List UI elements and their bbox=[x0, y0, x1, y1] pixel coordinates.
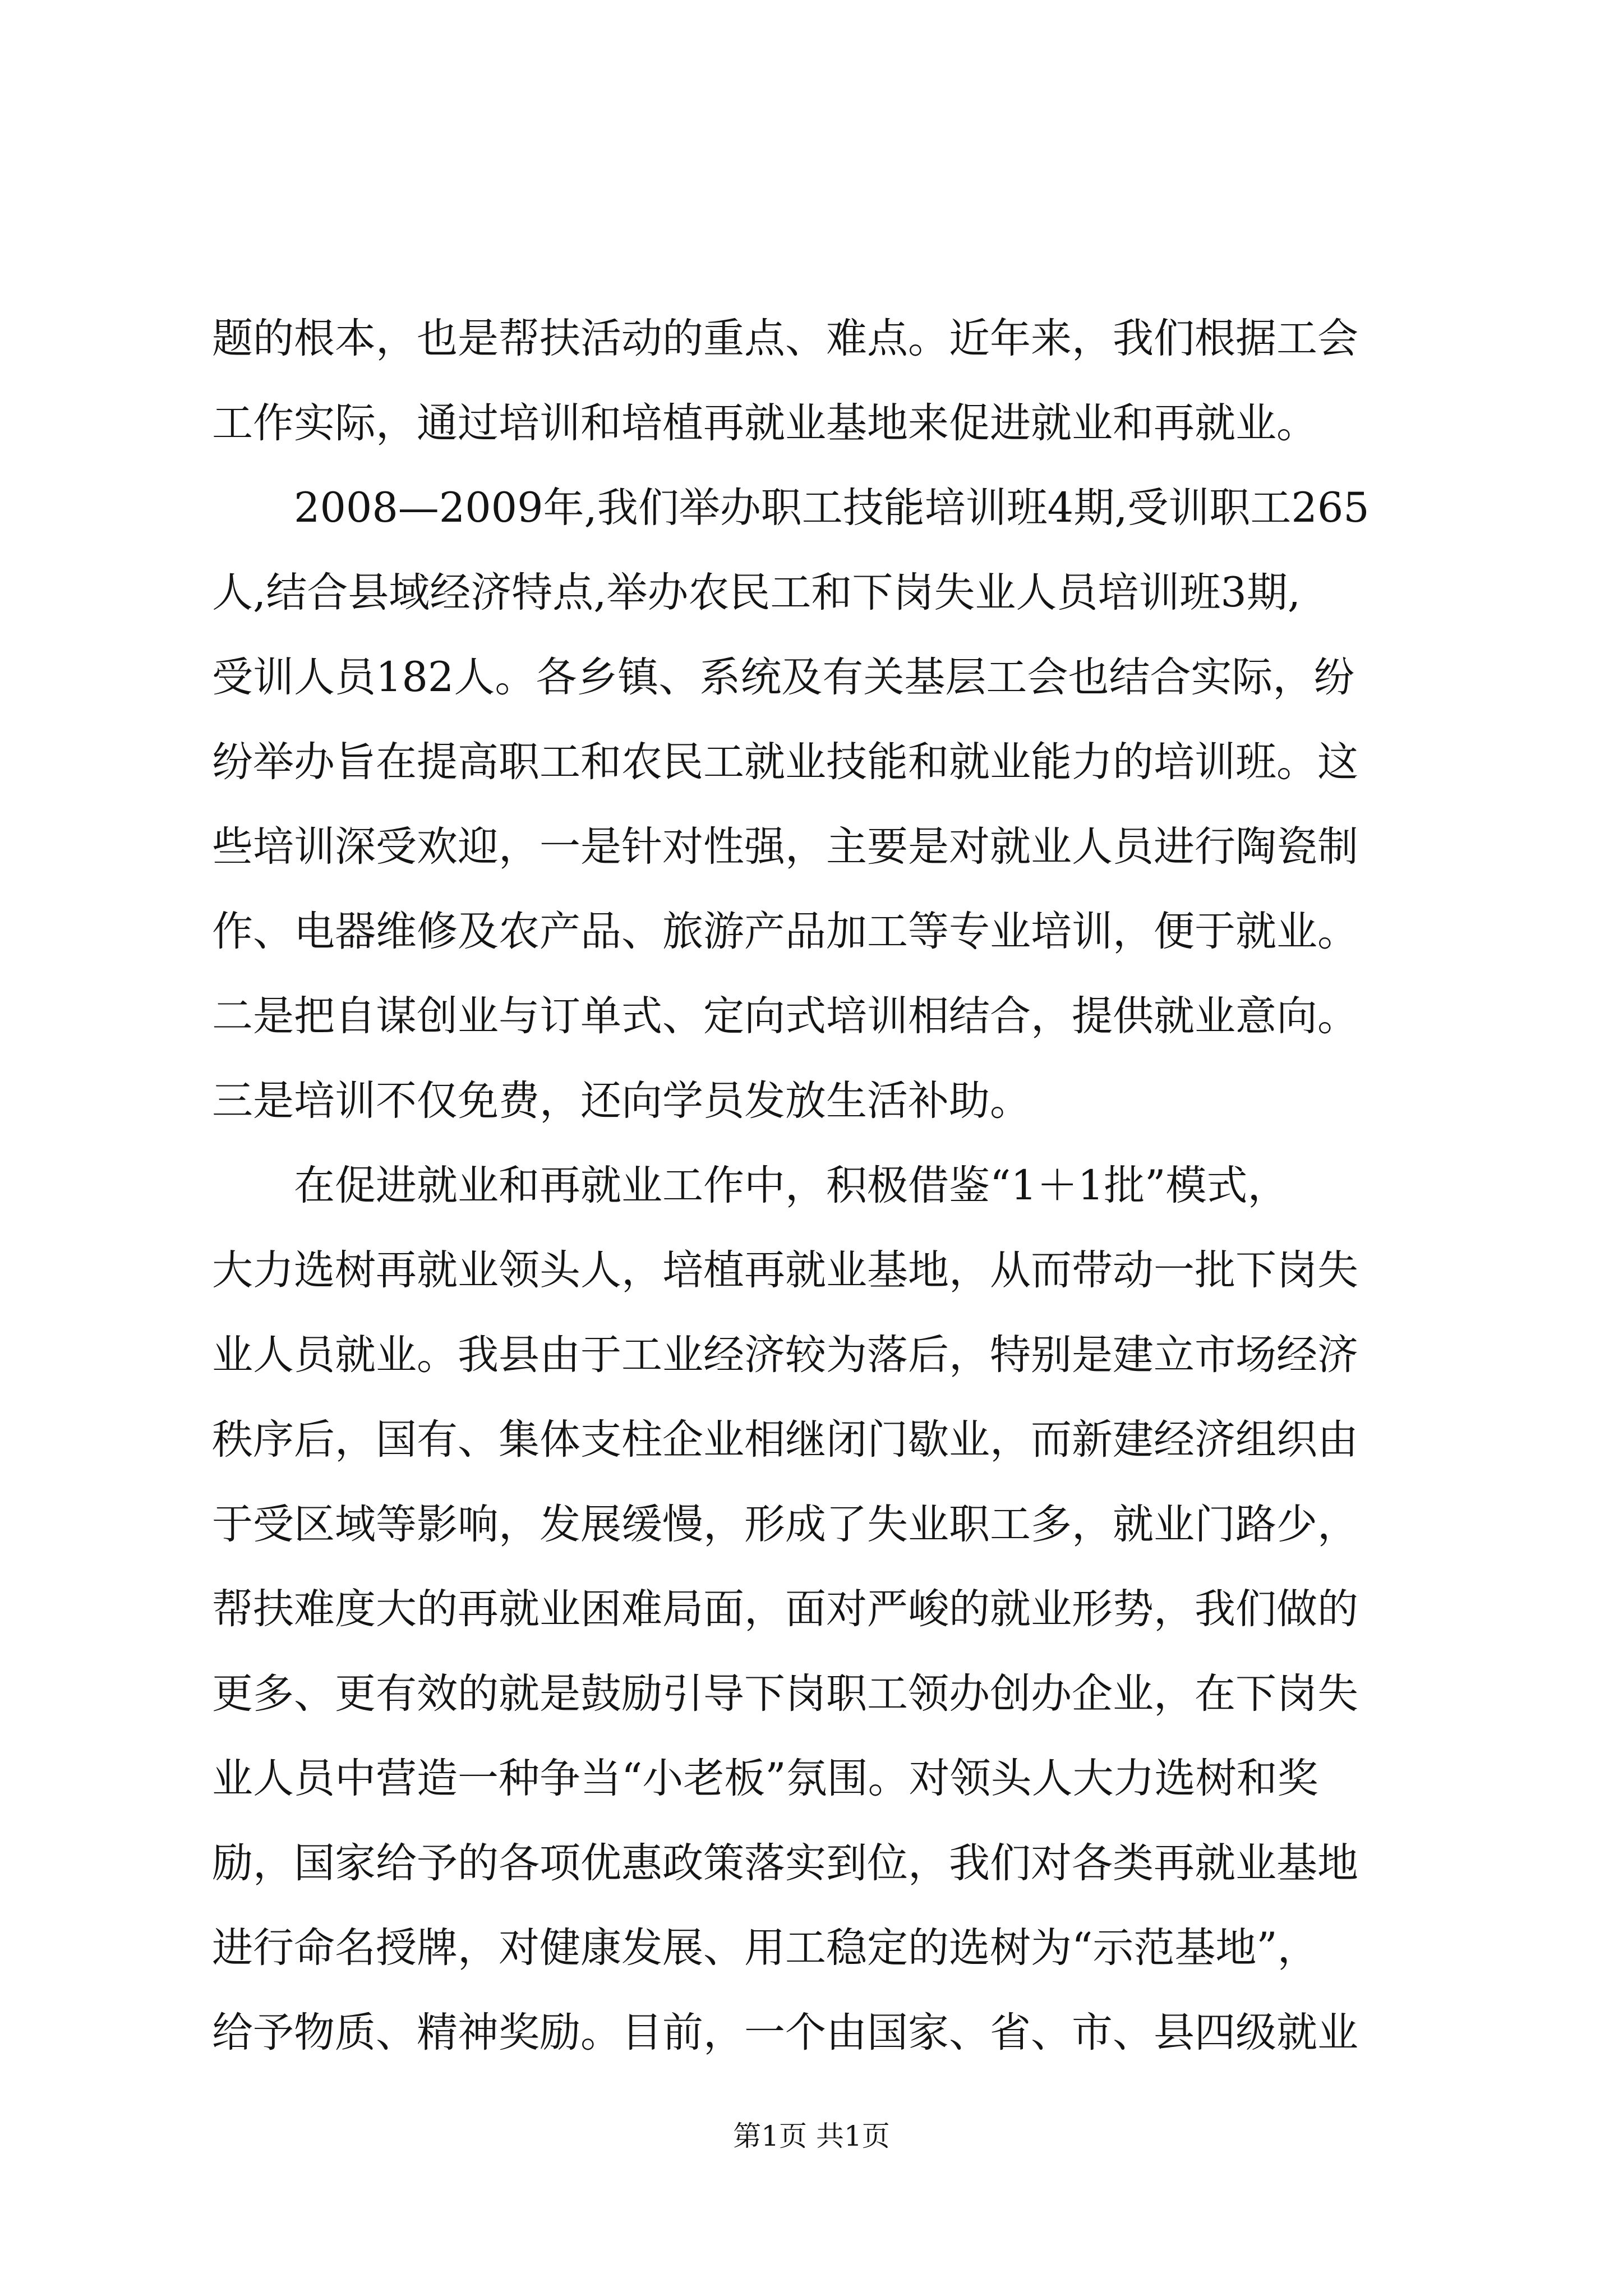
text-line: 进行命名授牌，对健康发展、用工稳定的选树为“示范基地”， bbox=[212, 1924, 1318, 1972]
text-line: 业人员中营造一种争当“小老板”氛围。对领头人大力选树和奖 bbox=[212, 1755, 1318, 1802]
text-line: 人,结合县域经济特点,举办农民工和下岗失业人员培训班3期, bbox=[212, 569, 1301, 616]
text-line: 2008—2009年,我们举办职工技能培训班4期,受训职工265 bbox=[294, 484, 1370, 532]
text-line: 帮扶难度大的再就业困难局面，面对严峻的就业形势，我们做的 bbox=[212, 1585, 1358, 1633]
text-line: 励，国家给予的各项优惠政策落实到位，我们对各类再就业基地 bbox=[212, 1839, 1358, 1887]
page-footer: 第1页 共1页 bbox=[733, 2120, 890, 2152]
text-line: 于受区域等影响，发展缓慢，形成了失业职工多，就业门路少， bbox=[212, 1501, 1358, 1548]
text-line: 工作实际，通过培训和培植再就业基地来促进就业和再就业。 bbox=[212, 399, 1317, 447]
text-line: 纷举办旨在提高职工和农民工就业技能和就业能力的培训班。这 bbox=[212, 738, 1358, 786]
text-line: 更多、更有效的就是鼓励引导下岗职工领办创办企业，在下岗失 bbox=[212, 1670, 1358, 1718]
text-line: 题的根本，也是帮扶活动的重点、难点。近年来，我们根据工会 bbox=[212, 315, 1358, 362]
text-line: 二是把自谋创业与订单式、定向式培训相结合，提供就业意向。 bbox=[212, 992, 1358, 1040]
text-line: 秩序后，国有、集体支柱企业相继闭门歇业，而新建经济组织由 bbox=[212, 1416, 1358, 1464]
text-line: 三是培训不仅免费，还向学员发放生活补助。 bbox=[212, 1077, 1031, 1125]
text-line: 作、电器维修及农产品、旅游产品加工等专业培训，便于就业。 bbox=[212, 908, 1358, 955]
text-line: 大力选树再就业领头人，培植再就业基地，从而带动一批下岗失 bbox=[212, 1246, 1358, 1294]
document-body bbox=[212, 296, 1446, 2075]
text-line: 受训人员182人。各乡镇、系统及有关基层工会也结合实际，纷 bbox=[212, 654, 1355, 701]
text-line: 些培训深受欢迎，一是针对性强，主要是对就业人员进行陶瓷制 bbox=[212, 823, 1358, 871]
text-line: 业人员就业。我县由于工业经济较为落后，特别是建立市场经济 bbox=[212, 1331, 1358, 1379]
text-line: 在促进就业和再就业工作中，积极借鉴“1＋1批”模式， bbox=[294, 1162, 1289, 1209]
text-line: 给予物质、精神奖励。目前，一个由国家、省、市、县四级就业 bbox=[212, 2009, 1358, 2056]
